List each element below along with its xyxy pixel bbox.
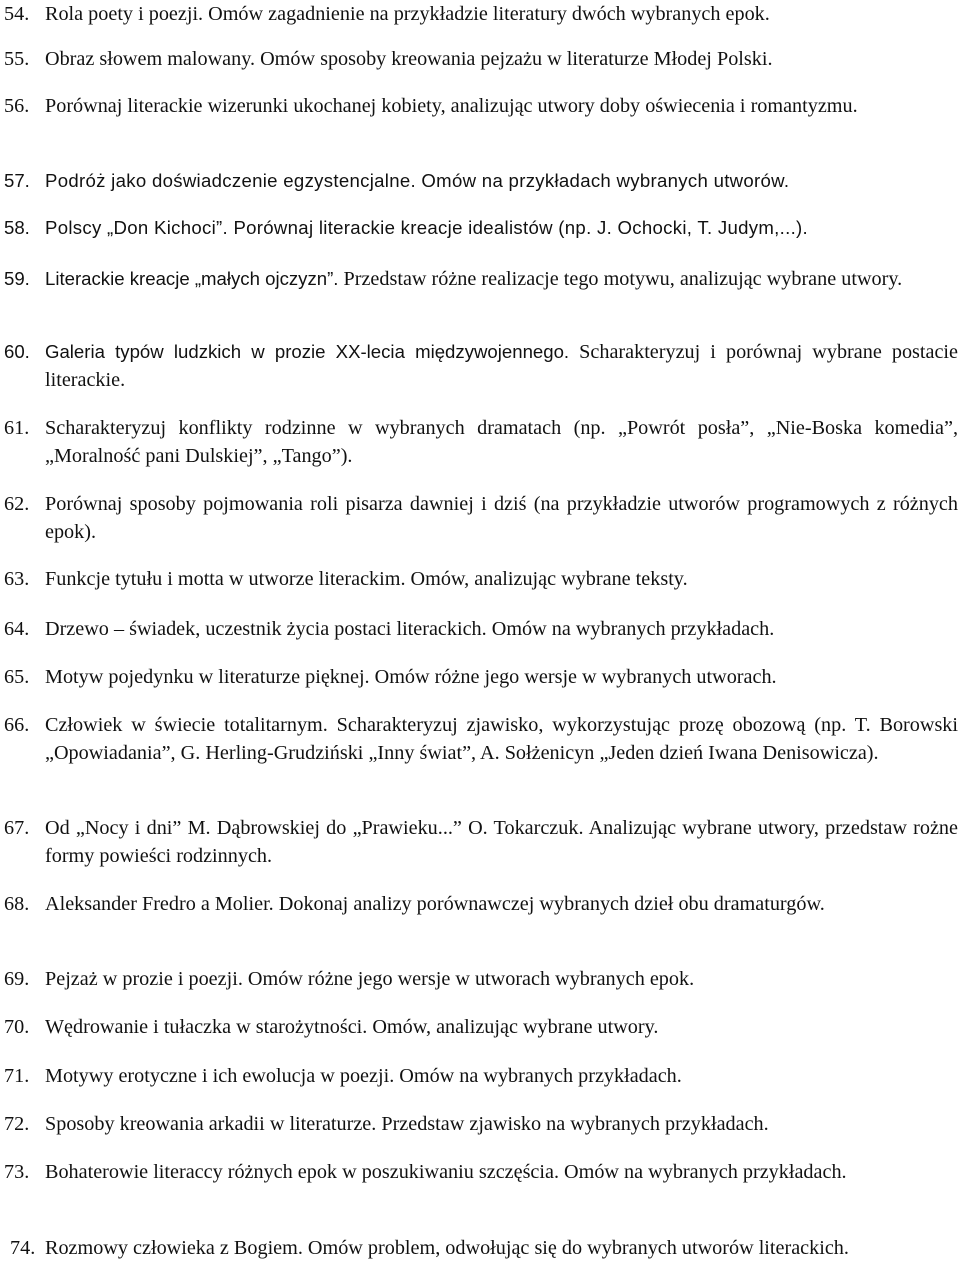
topic-text: Wędrowanie i tułaczka w starożytności. Omów, analizując wybrane utwory.: [45, 1016, 659, 1038]
topic-number: 69.: [4, 968, 30, 990]
topic-number: 73.: [4, 1161, 30, 1183]
topic-text: Funkcje tytułu i motta w utworze literackim. Omów, analizując wybrane teksty.: [45, 568, 688, 590]
topic-text: Motyw pojedynku w literaturze pięknej. Omów różne jego wersje w wybranych utworach.: [45, 666, 777, 688]
topic-number: 63.: [4, 568, 30, 590]
topic-text: [45, 338, 958, 394]
topic-text-part: Galeria typów ludzkich w prozie XX-lecia międzywojennego.: [45, 341, 570, 362]
topic-text-part: Scharakteryzuj i porównaj wybrane postacie literackie.: [45, 341, 958, 391]
topic-text: Podróż jako doświadczenie egzystencjalne. Omów na przykładach wybranych utworów.: [45, 170, 790, 191]
topic-text-part: Literackie kreacje „małych ojczyzn”.: [45, 268, 339, 289]
topic-number: 64.: [4, 618, 30, 640]
topic-text: Rozmowy człowieka z Bogiem. Omów problem, odwołując się do wybranych utworów literackich.: [45, 1237, 849, 1259]
topic-text: Od „Nocy i dni” M. Dąbrowskiej do „Prawieku...” O. Tokarczuk. Analizując wybrane utwory, przedstaw rożne formy powieści rodzinnych.: [45, 817, 958, 867]
topic-text: Aleksander Fredro a Molier. Dokonaj analizy porównawczej wybranych dzieł obu dramaturgów.: [45, 893, 825, 915]
topic-number: 55.: [4, 48, 30, 70]
topic-number: 62.: [4, 493, 30, 515]
topic-text: Porównaj literackie wizerunki ukochanej kobiety, analizując utwory doby oświecenia i romantyzmu.: [45, 95, 858, 117]
topic-number: 70.: [4, 1016, 30, 1038]
topic-number: 67.: [4, 817, 30, 839]
topic-text: Motywy erotyczne i ich ewolucja w poezji. Omów na wybranych przykładach.: [45, 1065, 682, 1087]
topic-text: Rola poety i poezji. Omów zagadnienie na przykładzie literatury dwóch wybranych epok.: [45, 3, 770, 25]
topic-number: 56.: [4, 95, 30, 117]
topic-number: 66.: [4, 714, 30, 736]
topic-number: 60.: [4, 341, 30, 362]
topic-text: Polscy „Don Kichoci”. Porównaj literackie kreacje idealistów (np. J. Ochocki, T. Judym,...).: [45, 217, 809, 238]
topic-number: 54.: [4, 3, 30, 25]
topic-text: Sposoby kreowania arkadii w literaturze. Przedstaw zjawisko na wybranych przykładach.: [45, 1113, 769, 1135]
topic-number: 72.: [4, 1113, 30, 1135]
topic-text: Człowiek w świecie totalitarnym. Scharakteryzuj zjawisko, wykorzystując prozę obozową (np. T. Borowski „Opowiadania”, G. Herling-Grudziński „Inny świat”, A. Sołżenicyn „Jeden dzień Iwana Denisowicza).: [45, 714, 958, 764]
topic-text: Porównaj sposoby pojmowania roli pisarza dawniej i dziś (na przykładzie utworów programowych z różnych epok).: [45, 493, 958, 543]
topic-number: 58.: [4, 217, 30, 238]
topic-number: 71.: [4, 1065, 30, 1087]
topic-number: 57.: [4, 170, 30, 191]
topic-number: 74.: [10, 1237, 36, 1259]
topic-number: 61.: [4, 417, 30, 439]
topic-number: 68.: [4, 893, 30, 915]
topic-text: Drzewo – świadek, uczestnik życia postaci literackich. Omów na wybranych przykładach.: [45, 618, 775, 640]
topic-text-part: Przedstaw różne realizacje tego motywu, analizując wybrane utwory.: [338, 268, 903, 290]
topic-text: Bohaterowie literaccy różnych epok w poszukiwaniu szczęścia. Omów na wybranych przykładach.: [45, 1161, 847, 1183]
topic-text: [45, 265, 958, 293]
topic-text: Obraz słowem malowany. Omów sposoby kreowania pejzażu w literaturze Młodej Polski.: [45, 48, 773, 70]
topic-number: 59.: [4, 268, 30, 289]
topic-text: Pejzaż w prozie i poezji. Omów różne jego wersje w utworach wybranych epok.: [45, 968, 695, 990]
topic-text: Scharakteryzuj konflikty rodzinne w wybranych dramatach (np. „Powrót posła”, „Nie-Boska komedia”, „Moralność pani Dulskiej”, „Tango”).: [45, 417, 958, 467]
topic-number: 65.: [4, 666, 30, 688]
